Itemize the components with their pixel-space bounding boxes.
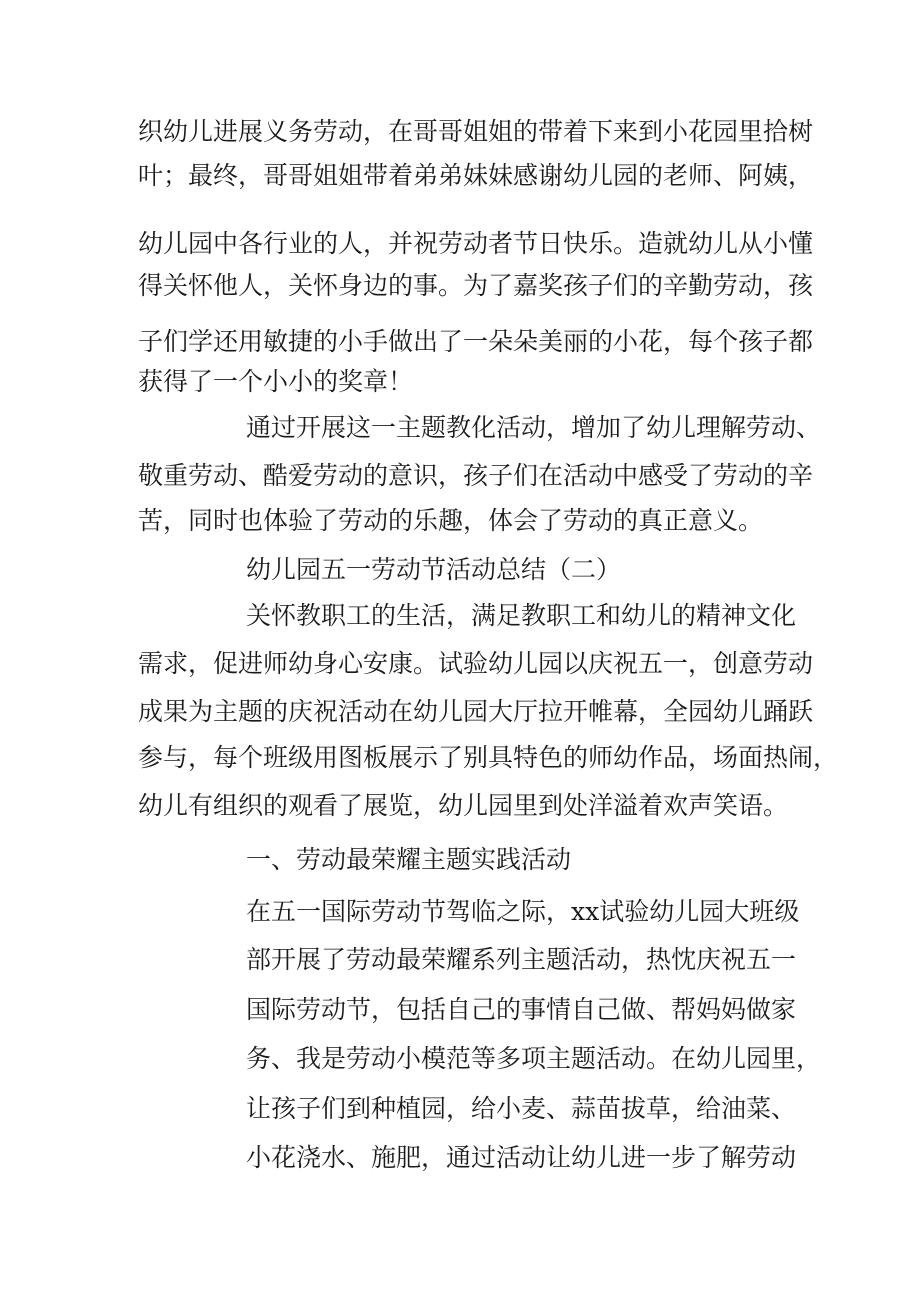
text-line: 敬重劳动、酷爱劳动的意识，孩子们在活动中感受了劳动的辛 bbox=[138, 461, 814, 490]
text-line: 部开展了劳动最荣耀系列主题活动，热忱庆祝五一 bbox=[246, 945, 797, 974]
text-line: 需求，促进师幼身心安康。试验幼儿园以庆祝五一，创意劳动 bbox=[138, 649, 814, 678]
text-line: 得关怀他人，关怀身边的事。为了嘉奖孩子们的辛勤劳动，孩 bbox=[138, 271, 814, 300]
text-line: 国际劳动节，包括自己的事情自己做、帮妈妈做家 bbox=[246, 995, 797, 1024]
text-line: 子们学还用敏捷的小手做出了一朵朵美丽的小花，每个孩子都 bbox=[138, 327, 814, 356]
text-line: 让孩子们到种植园，给小麦、蒜苗拔草，给油菜、 bbox=[246, 1094, 797, 1123]
text-line: 参与，每个班级用图板展示了别具特色的师幼作品，场面热闹， bbox=[138, 743, 839, 772]
text-line: 关怀教职工的生活，满足教职工和幼儿的精神文化 bbox=[246, 601, 797, 630]
text-line: 获得了一个小小的奖章！ bbox=[138, 367, 414, 396]
text-line: 务、我是劳动小模范等多项主题活动。在幼儿园里， bbox=[246, 1044, 822, 1073]
text-line: 幼儿园中各行业的人，并祝劳动者节日快乐。造就幼儿从小懂 bbox=[138, 229, 814, 258]
text-line: 成果为主题的庆祝活动在幼儿园大厅拉开帷幕，全园幼儿踊跃 bbox=[138, 697, 814, 726]
text-line: 苦，同时也体验了劳动的乐趣，体会了劳动的真正意义。 bbox=[138, 506, 764, 535]
text-line: 在五一国际劳动节驾临之际，xx试验幼儿园大班级 bbox=[246, 897, 800, 926]
subheading: 一、劳动最荣耀主题实践活动 bbox=[246, 845, 572, 874]
text-line: 织幼儿进展义务劳动，在哥哥姐姐的带着下来到小花园里拾树 bbox=[138, 117, 814, 146]
text-line: 小花浇水、施肥，通过活动让幼儿进一步了解劳动 bbox=[246, 1143, 797, 1172]
text-line: 幼儿有组织的观看了展览，幼儿园里到处洋溢着欢声笑语。 bbox=[138, 791, 789, 820]
text-line: 叶；最终，哥哥姐姐带着弟弟妹妹感谢幼儿园的老师、阿姨， bbox=[138, 161, 814, 190]
text-line: 通过开展这一主题教化活动，增加了幼儿理解劳动、 bbox=[246, 413, 822, 442]
section-heading: 幼儿园五一劳动节活动总结（二） bbox=[246, 555, 622, 584]
